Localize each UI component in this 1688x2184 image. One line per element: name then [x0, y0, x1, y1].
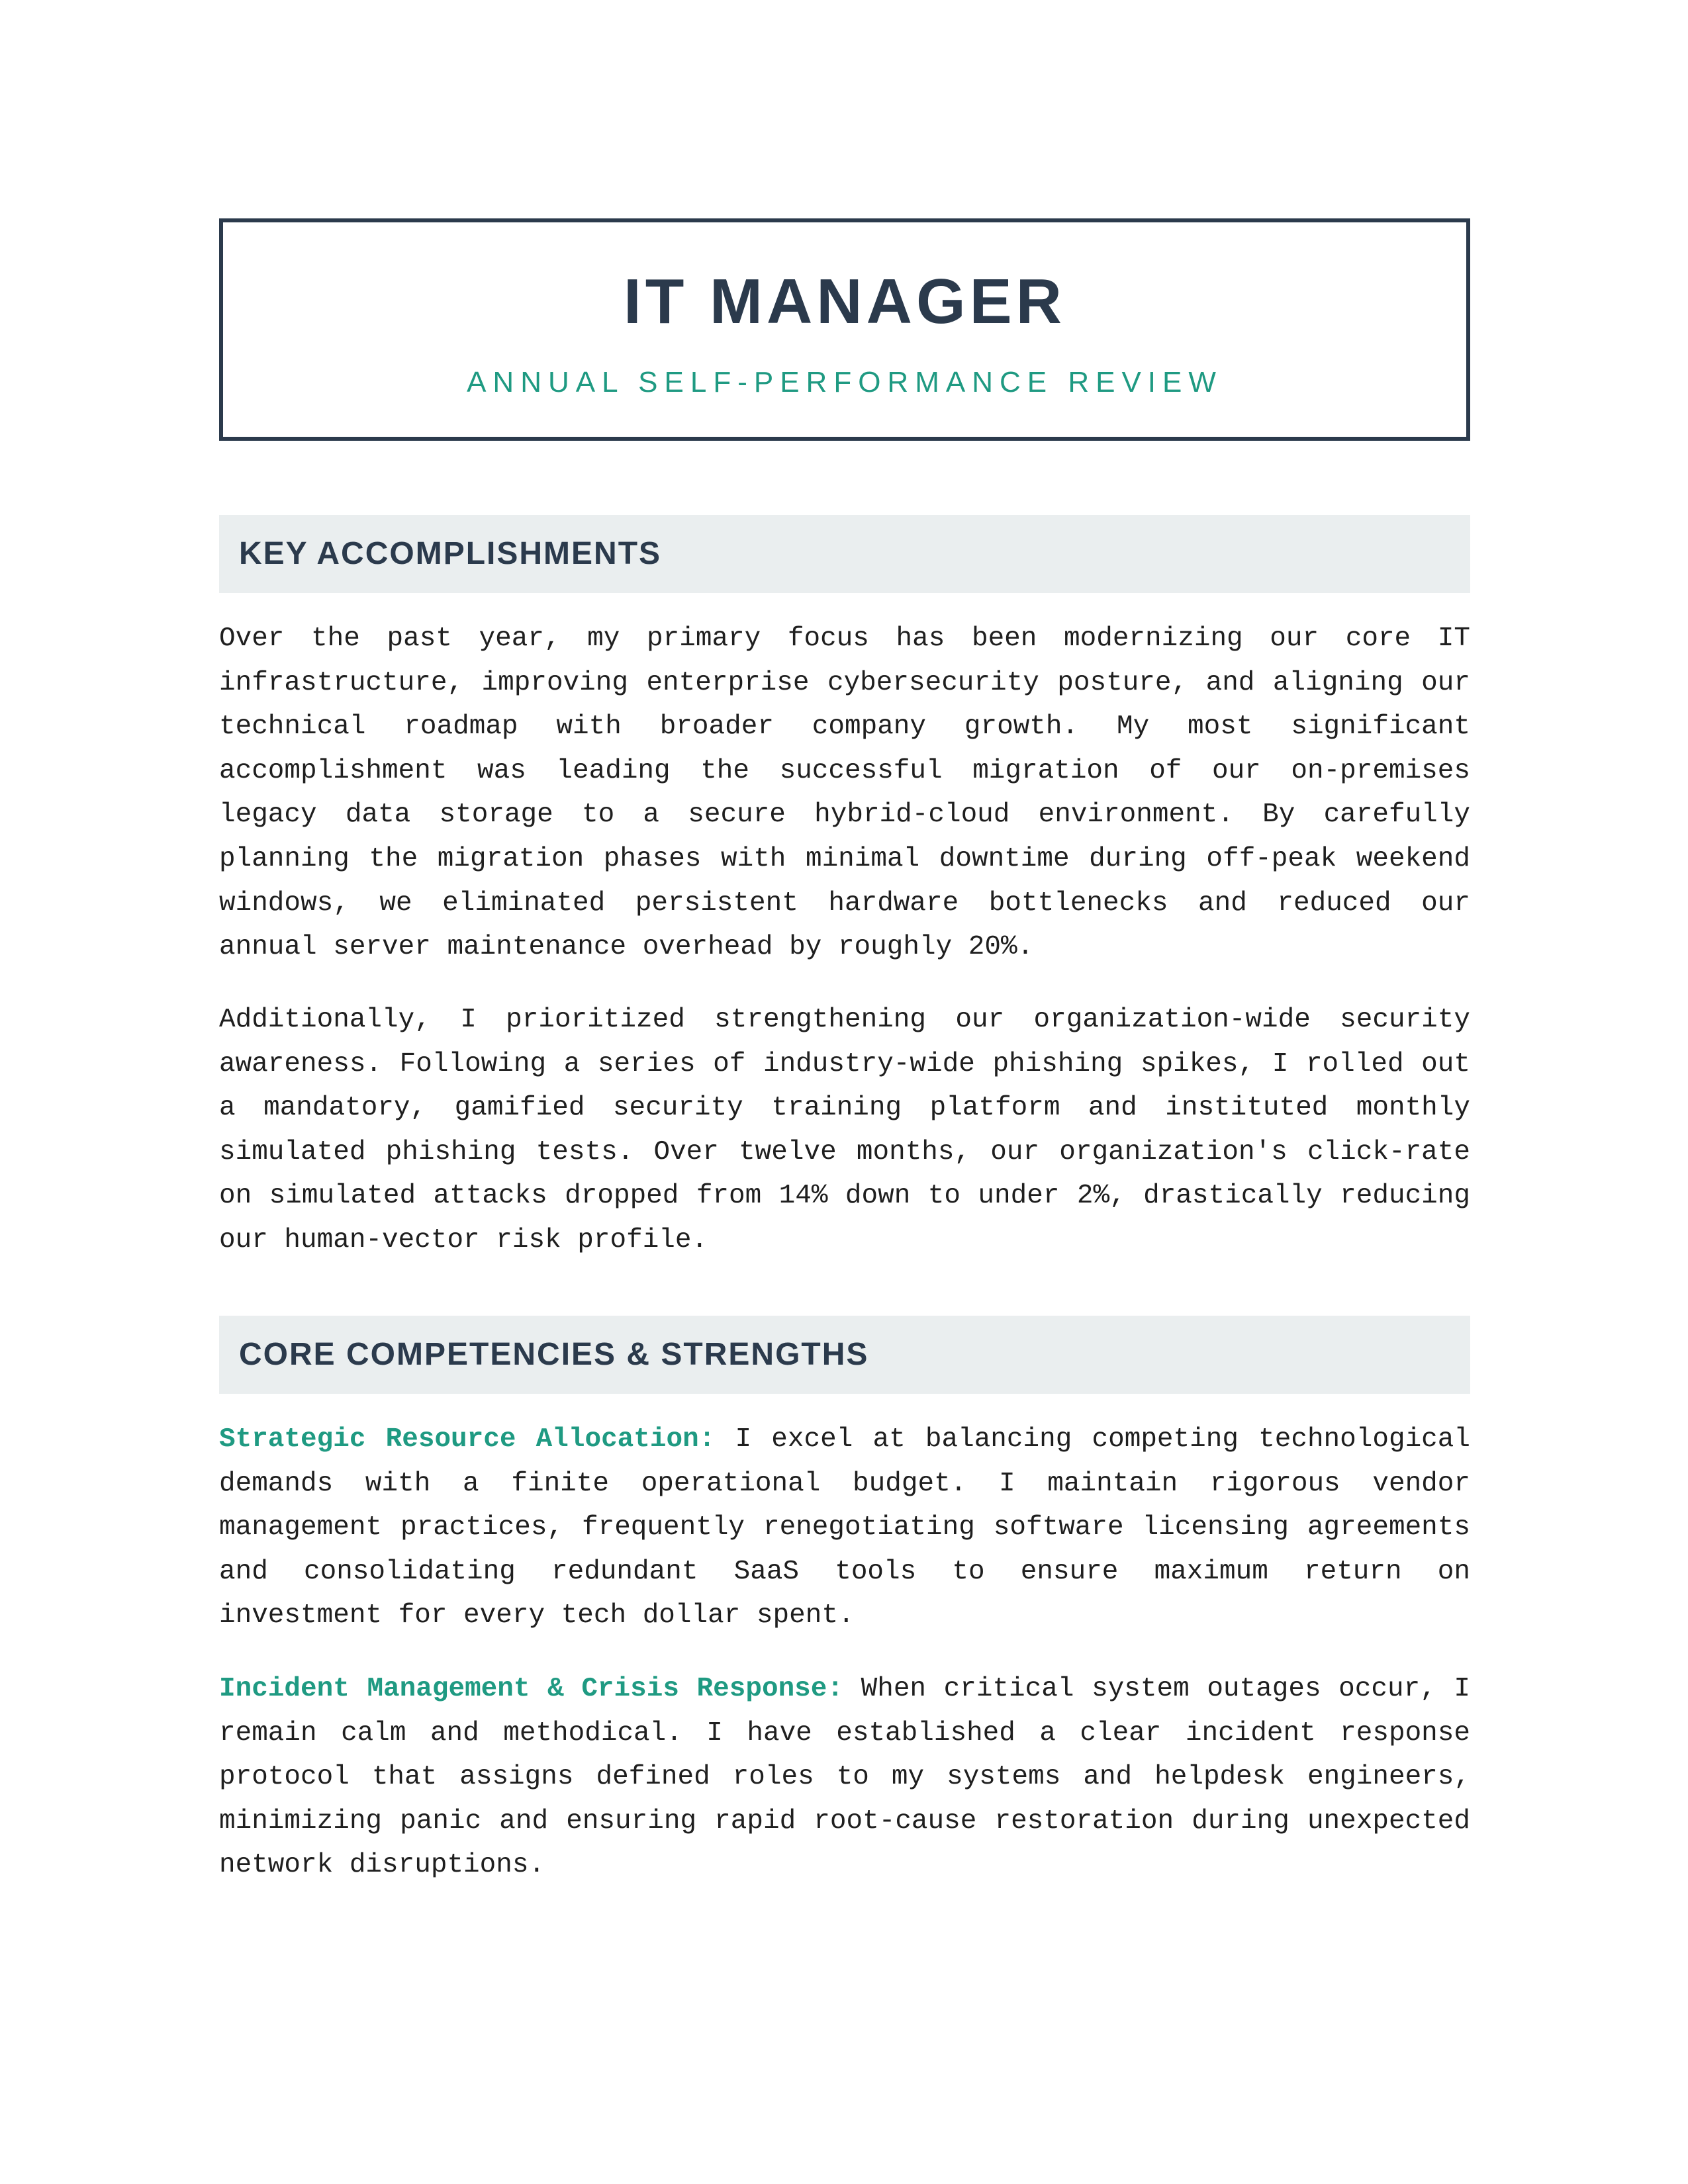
section-header-competencies: [219, 1316, 1470, 1394]
document-title: IT MANAGER: [624, 266, 1066, 337]
section-header-accomplishments: [219, 515, 1470, 593]
competency-text: When critical system outages occur, I remain calm and methodical. I have established a clear incident response protocol that assigns defined roles to my systems and helpdesk engineers, minimizing panic and ensuring rapid root-cause restoration during unexpected network disruptions.: [219, 1674, 1471, 1881]
competency-paragraph: [219, 1667, 1470, 1888]
section-heading: CORE COMPETENCIES & STRENGTHS: [239, 1337, 869, 1372]
accomplishment-paragraph: Additionally, I prioritized strengthening our organization-wide security awareness. Following a series of industry-wide phishing spikes, I rolled out a mandatory, gamified security training platform and instituted monthly simulated phishing tests. Over twelve months, our organization's click-rate on simulated attacks dropped from 14% down to under 2%, drastically reducing our human-vector risk profile.: [219, 1005, 1470, 1255]
section-heading: KEY ACCOMPLISHMENTS: [239, 536, 662, 571]
competency-label: Strategic Resource Allocation:: [219, 1424, 716, 1455]
accomplishment-paragraph: Over the past year, my primary focus has been modernizing our core IT infrastructure, improving enterprise cybersecurity posture, and aligning our technical roadmap with broader company growth. My most significant accomplishment was leading the successful migration of our on-premises legacy data storage to a secure hybrid-cloud environment. By carefully planning the migration phases with minimal downtime during off-peak weekend windows, we eliminated persistent hardware bottlenecks and reduced our annual server maintenance overhead by roughly 20%.: [219, 623, 1470, 963]
competency-label: Incident Management & Crisis Response:: [219, 1674, 843, 1704]
document-subtitle: ANNUAL SELF-PERFORMANCE REVIEW: [467, 366, 1223, 398]
competency-text: I excel at balancing competing technological demands with a finite operational budget. I maintain rigorous vendor management practices, frequently renegotiating software licensing agreements and consolidating redundant SaaS tools to ensure maximum return on investment for every tech dollar spent.: [219, 1424, 1470, 1631]
title-box: [219, 218, 1470, 441]
competency-paragraph: [219, 1418, 1470, 1638]
